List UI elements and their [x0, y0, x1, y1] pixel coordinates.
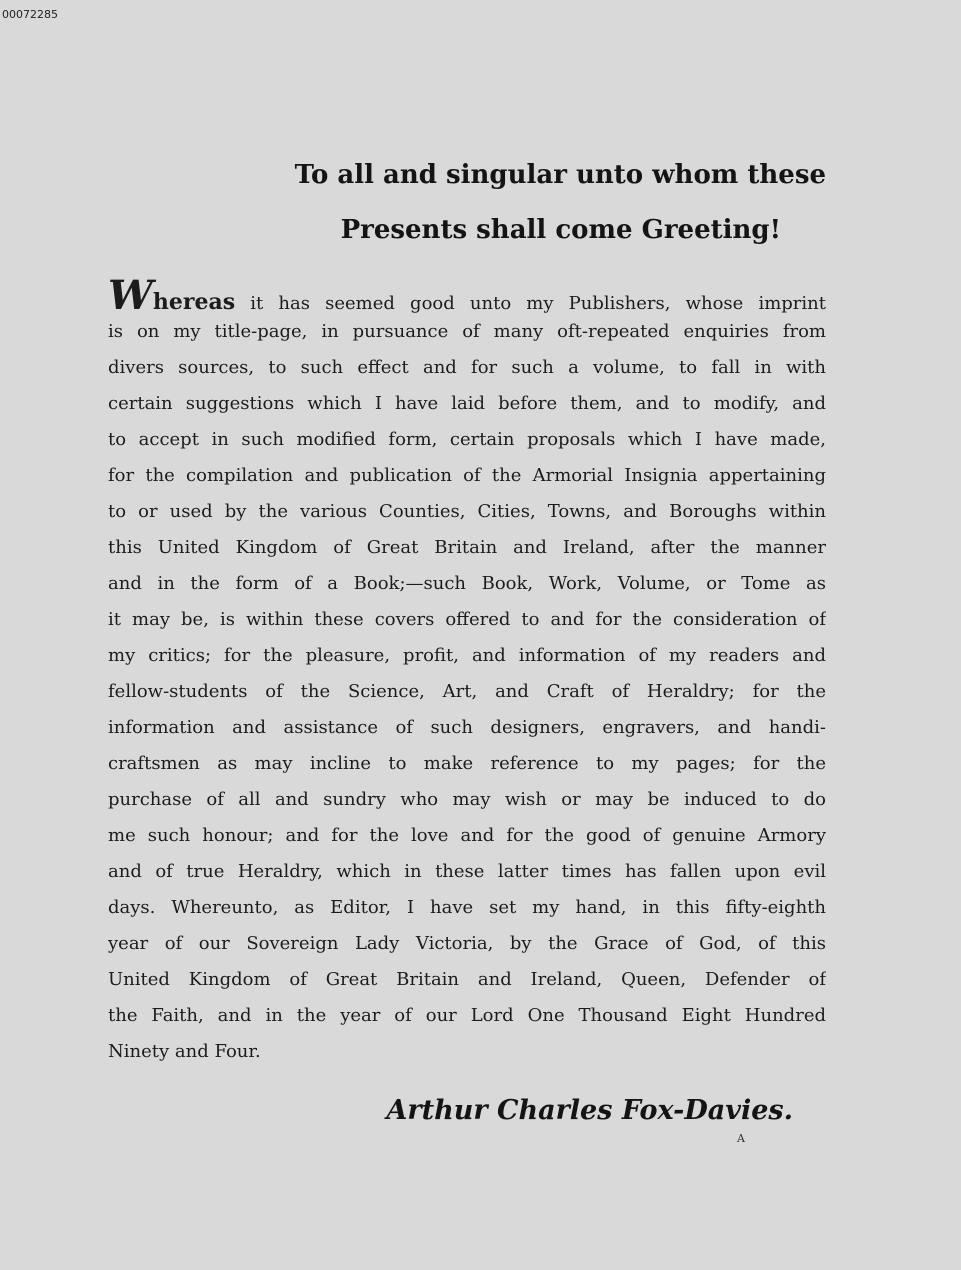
body-line: fellow-students of the Science, Art, and Craft of Heraldry; for the	[108, 681, 826, 702]
proclamation-body	[108, 278, 826, 1070]
greeting-line-1: To all and singular unto whom these	[294, 160, 826, 190]
signature: Arthur Charles Fox-Davies.	[386, 1095, 793, 1126]
body-line: information and assistance of such designers, engravers, and handi-	[108, 717, 826, 738]
drop-cap-word-rest: hereas	[152, 289, 236, 314]
body-line: craftsmen as may incline to make reference to my pages; for the	[108, 753, 826, 774]
body-line: purchase of all and sundry who may wish or may be induced to do	[108, 789, 826, 810]
body-line: it may be, is within these covers offered to and for the consideration of	[108, 609, 826, 630]
body-line: me such honour; and for the love and for the good of genuine Armory	[108, 825, 826, 846]
scan-id: 00072285	[2, 8, 58, 21]
body-line: and in the form of a Book;—such Book, Work, Volume, or Tome as	[108, 573, 826, 594]
body-line: for the compilation and publication of the Armorial Insignia appertaining	[108, 465, 826, 486]
body-line: and of true Heraldry, which in these latter times has fallen upon evil	[108, 861, 826, 882]
body-line: divers sources, to such effect and for such a volume, to fall in with	[108, 357, 826, 378]
body-line: is on my title-page, in pursuance of many oft-repeated enquiries from	[108, 321, 826, 342]
greeting-line-2: Presents shall come Greeting!	[340, 215, 781, 245]
body-line: certain suggestions which I have laid before them, and to modify, and	[108, 393, 826, 414]
body-line-first	[108, 278, 826, 314]
body-line: to or used by the various Counties, Cities, Towns, and Boroughs within	[108, 501, 826, 522]
signature-mark: A	[737, 1132, 745, 1145]
body-line: year of our Sovereign Lady Victoria, by the Grace of God, of this	[108, 933, 826, 954]
body-line-first-text: it has seemed good unto my Publishers, whose imprint	[250, 293, 826, 314]
drop-cap: W	[108, 278, 153, 314]
body-line: days. Whereunto, as Editor, I have set my hand, in this fifty-eighth	[108, 897, 826, 918]
body-line: the Faith, and in the year of our Lord One Thousand Eight Hundred	[108, 1005, 826, 1026]
body-line: my critics; for the pleasure, profit, and information of my readers and	[108, 645, 826, 666]
body-line-last: Ninety and Four.	[108, 1041, 261, 1062]
body-line: this United Kingdom of Great Britain and Ireland, after the manner	[108, 537, 826, 558]
body-line: United Kingdom of Great Britain and Ireland, Queen, Defender of	[108, 969, 826, 990]
body-line: to accept in such modified form, certain proposals which I have made,	[108, 429, 826, 450]
